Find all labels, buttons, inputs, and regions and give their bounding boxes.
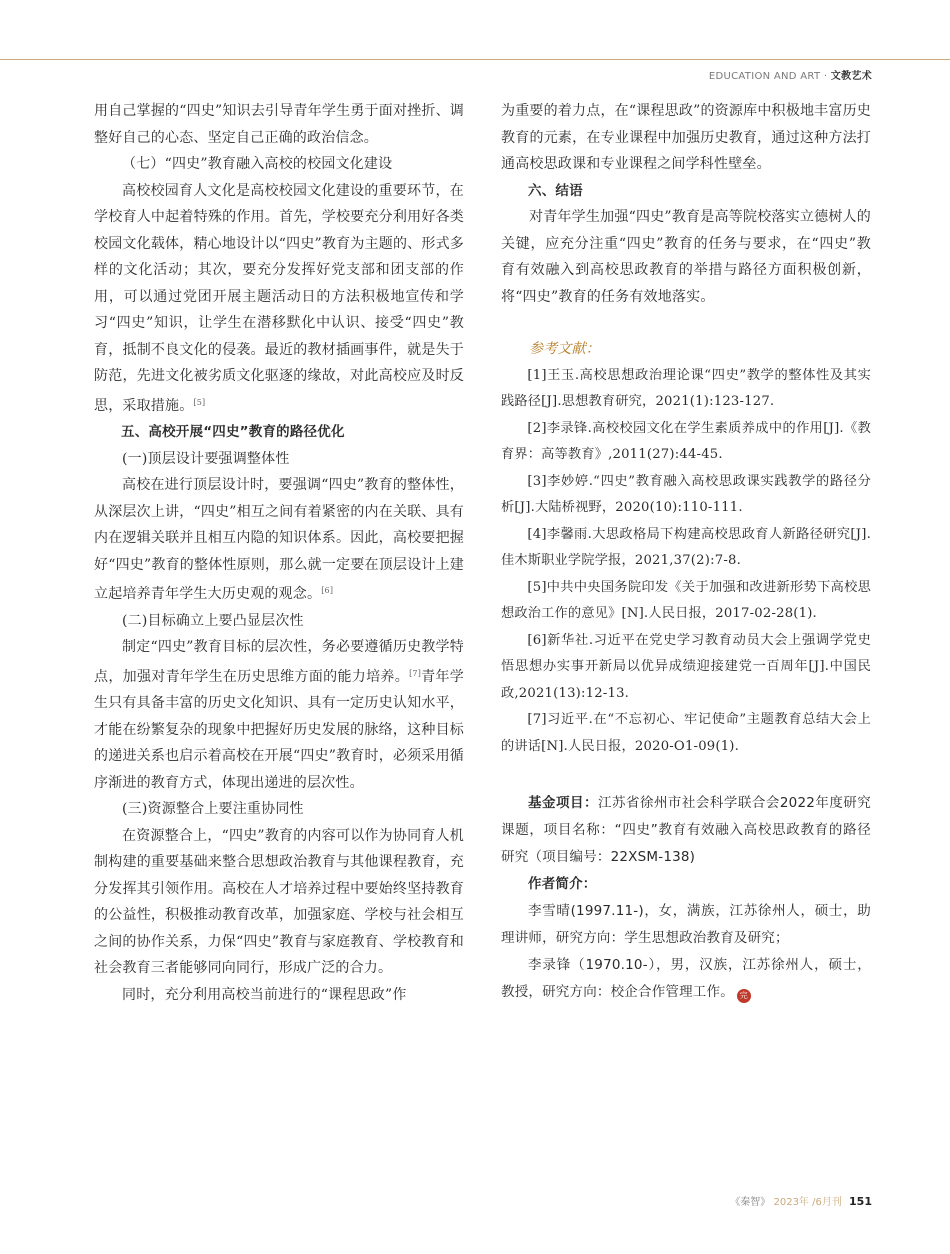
author-bio-text: 李录锋（1970.10-），男，汉族，江苏徐州人，硕士，教授，研究方向：校企合作管理工作。 xyxy=(501,957,871,1000)
page-number: 151 xyxy=(849,1195,872,1208)
paragraph-text: 青年学生只有具备丰富的历史文化知识、具有一定历史认知水平，才能在纷繁复杂的现象中把握好历史发展的脉络，这种目标的递进关系也启示着高校在开展“四史”教育时，必须采用循序渐进的教育方式，体现出递进的层次性。 xyxy=(94,668,464,791)
paragraph: 对青年学生加强“四史”教育是高等院校落实立德树人的关键，应充分注重“四史”教育的任务与要求，在“四史”教育有效融入到高校思政教育的举措与路径方面积极创新，将“四史”教育的任务有效地落实。 xyxy=(501,209,871,305)
reference-item: [5]中共中央国务院印发《关于加强和改进新形势下高校思想政治工作的意见》[N].人民日报，2017-02-28(1). xyxy=(501,579,871,621)
header-rule xyxy=(0,59,950,60)
paragraph: 为重要的着力点，在“课程思政”的资源库中积极地丰富历史教育的元素，在专业课程中加强历史教育，通过这种方法打通高校思政课和专业课程之间学科性壁垒。 xyxy=(501,103,871,172)
author-bio: 李雪晴(1997.11-)，女，满族，江苏徐州人，硕士，助理讲师，研究方向：学生思想政治教育及研究； xyxy=(501,903,871,946)
paragraph xyxy=(94,178,464,420)
running-head-en: EDUCATION AND ART · xyxy=(708,71,831,82)
section-heading-6: 六、结语 xyxy=(528,182,583,199)
paragraph: 同时，充分利用高校当前进行的“课程思政”作 xyxy=(122,986,407,1003)
running-head-cn: 文教艺术 xyxy=(830,71,872,82)
subheading-7: （七）“四史”教育融入高校的校园文化建设 xyxy=(122,156,393,172)
citation-5: [5] xyxy=(193,397,206,407)
reference-item: [7]习近平.在“不忘初心、牢记使命”主题教育总结大会上的讲话[N].人民日报，2020-O1-09(1). xyxy=(501,712,871,754)
paragraph-text: 制定“四史”教育目标的层次性，务必要遵循历史教学特点，加强对青年学生在历史思维方面的能力培养。 xyxy=(94,639,464,685)
paragraph xyxy=(94,634,464,796)
paragraph: 用自己掌握的“四史”知识去引导青年学生勇于面对挫折、调整好自己的心态、坚定自己正确的政治信念。 xyxy=(94,103,464,146)
right-column xyxy=(501,98,871,1006)
reference-item: [2]李录锋.高校校园文化在学生素质养成中的作用[J].《教育界：高等教育》,2011(27):44-45. xyxy=(501,420,871,462)
fund-text: 江苏省徐州市社会科学联合会2022年度研究课题，项目名称：“四史”教育有效融入高校思政教育的路径研究（项目编号：22XSM-138) xyxy=(501,795,871,865)
left-column xyxy=(94,98,464,1008)
paragraph: 在资源整合上，“四史”教育的内容可以作为协同育人机制构建的重要基础来整合思想政治教育与其他课程教育，充分发挥其引领作用。高校在人才培养过程中要始终坚持教育的公益性，积极推动教育改革，加强家庭、学校与社会相互之间的协作关系，力保“四史”教育与家庭教育、学校教育和社会教育三者能够同向同行，形成广泛的合力。 xyxy=(94,827,464,976)
running-head xyxy=(709,67,872,82)
subheading-1: (一)顶层设计要强调整体性 xyxy=(122,450,290,467)
citation-7: [7] xyxy=(409,668,422,678)
end-mark-icon: 完 xyxy=(737,989,751,1003)
author-heading: 作者简介： xyxy=(528,876,597,892)
paragraph-text: 高校在进行顶层设计时，要强调“四史”教育的整体性，从深层次上讲，“四史”相互之间有着紧密的内在关联、具有内在逻辑关联并且相互内隐的知识体系。因此，高校要把握好“四史”教育的整体性原则，那么就一定要在顶层设计上建立起培养青年学生大历史观的观念。 xyxy=(94,477,464,602)
citation-6: [6] xyxy=(321,586,334,595)
subheading-2: (二)目标确立上要凸显层次性 xyxy=(122,612,304,629)
reference-item: [6]新华社.习近平在党史学习教育动员大会上强调学党史悟思想办实事开新局以优异成绩迎接建党一百周年[J].中国民政,2021(13):12-13. xyxy=(501,632,871,701)
reference-item: [4]李馨雨.大思政格局下构建高校思政育人新路径研究[J].佳木斯职业学院学报，2021,37(2):7-8. xyxy=(501,526,871,568)
references-title: 参考文献： xyxy=(529,341,600,357)
paragraph xyxy=(94,472,464,608)
reference-item: [3]李妙婷.“四史”教育融入高校思政课实践教学的路径分析[J].大陆桥视野，2020(10):110-111. xyxy=(501,473,871,515)
fund-label: 基金项目： xyxy=(528,795,598,811)
page-footer xyxy=(730,1193,872,1208)
fund-note xyxy=(501,790,871,871)
journal-name: 《秦智》 xyxy=(730,1197,771,1208)
issue-date: 2023年 /6月刊 xyxy=(773,1197,842,1208)
reference-item: [1]王玉.高校思想政治理论课“四史”教学的整体性及其实践路径[J].思想教育研究，2021(1):123-127. xyxy=(501,367,871,409)
section-heading-5: 五、高校开展“四史”教育的路径优化 xyxy=(121,424,345,440)
paragraph-text: 高校校园育人文化是高校校园文化建设的重要环节，在学校育人中起着特殊的作用。首先，学校要充分利用好各类校园文化载体，精心地设计以“四史”教育为主题的、形式多样的文化活动；其次，要充分发挥好党支部和团支部的作用，可以通过党团开展主题活动日的方法积极地宣传和学习“四史”知识，让学生在潜移默化中认识、接受“四史”教育，抵制不良文化的侵袭。最近的教材插画事件，就是失于防范，先进文化被劣质文化驱逐的缘故，对此高校应及时反思，采取措施。 xyxy=(94,182,464,414)
subheading-3: (三)资源整合上要注重协同性 xyxy=(122,801,304,817)
author-bio xyxy=(501,952,871,1006)
